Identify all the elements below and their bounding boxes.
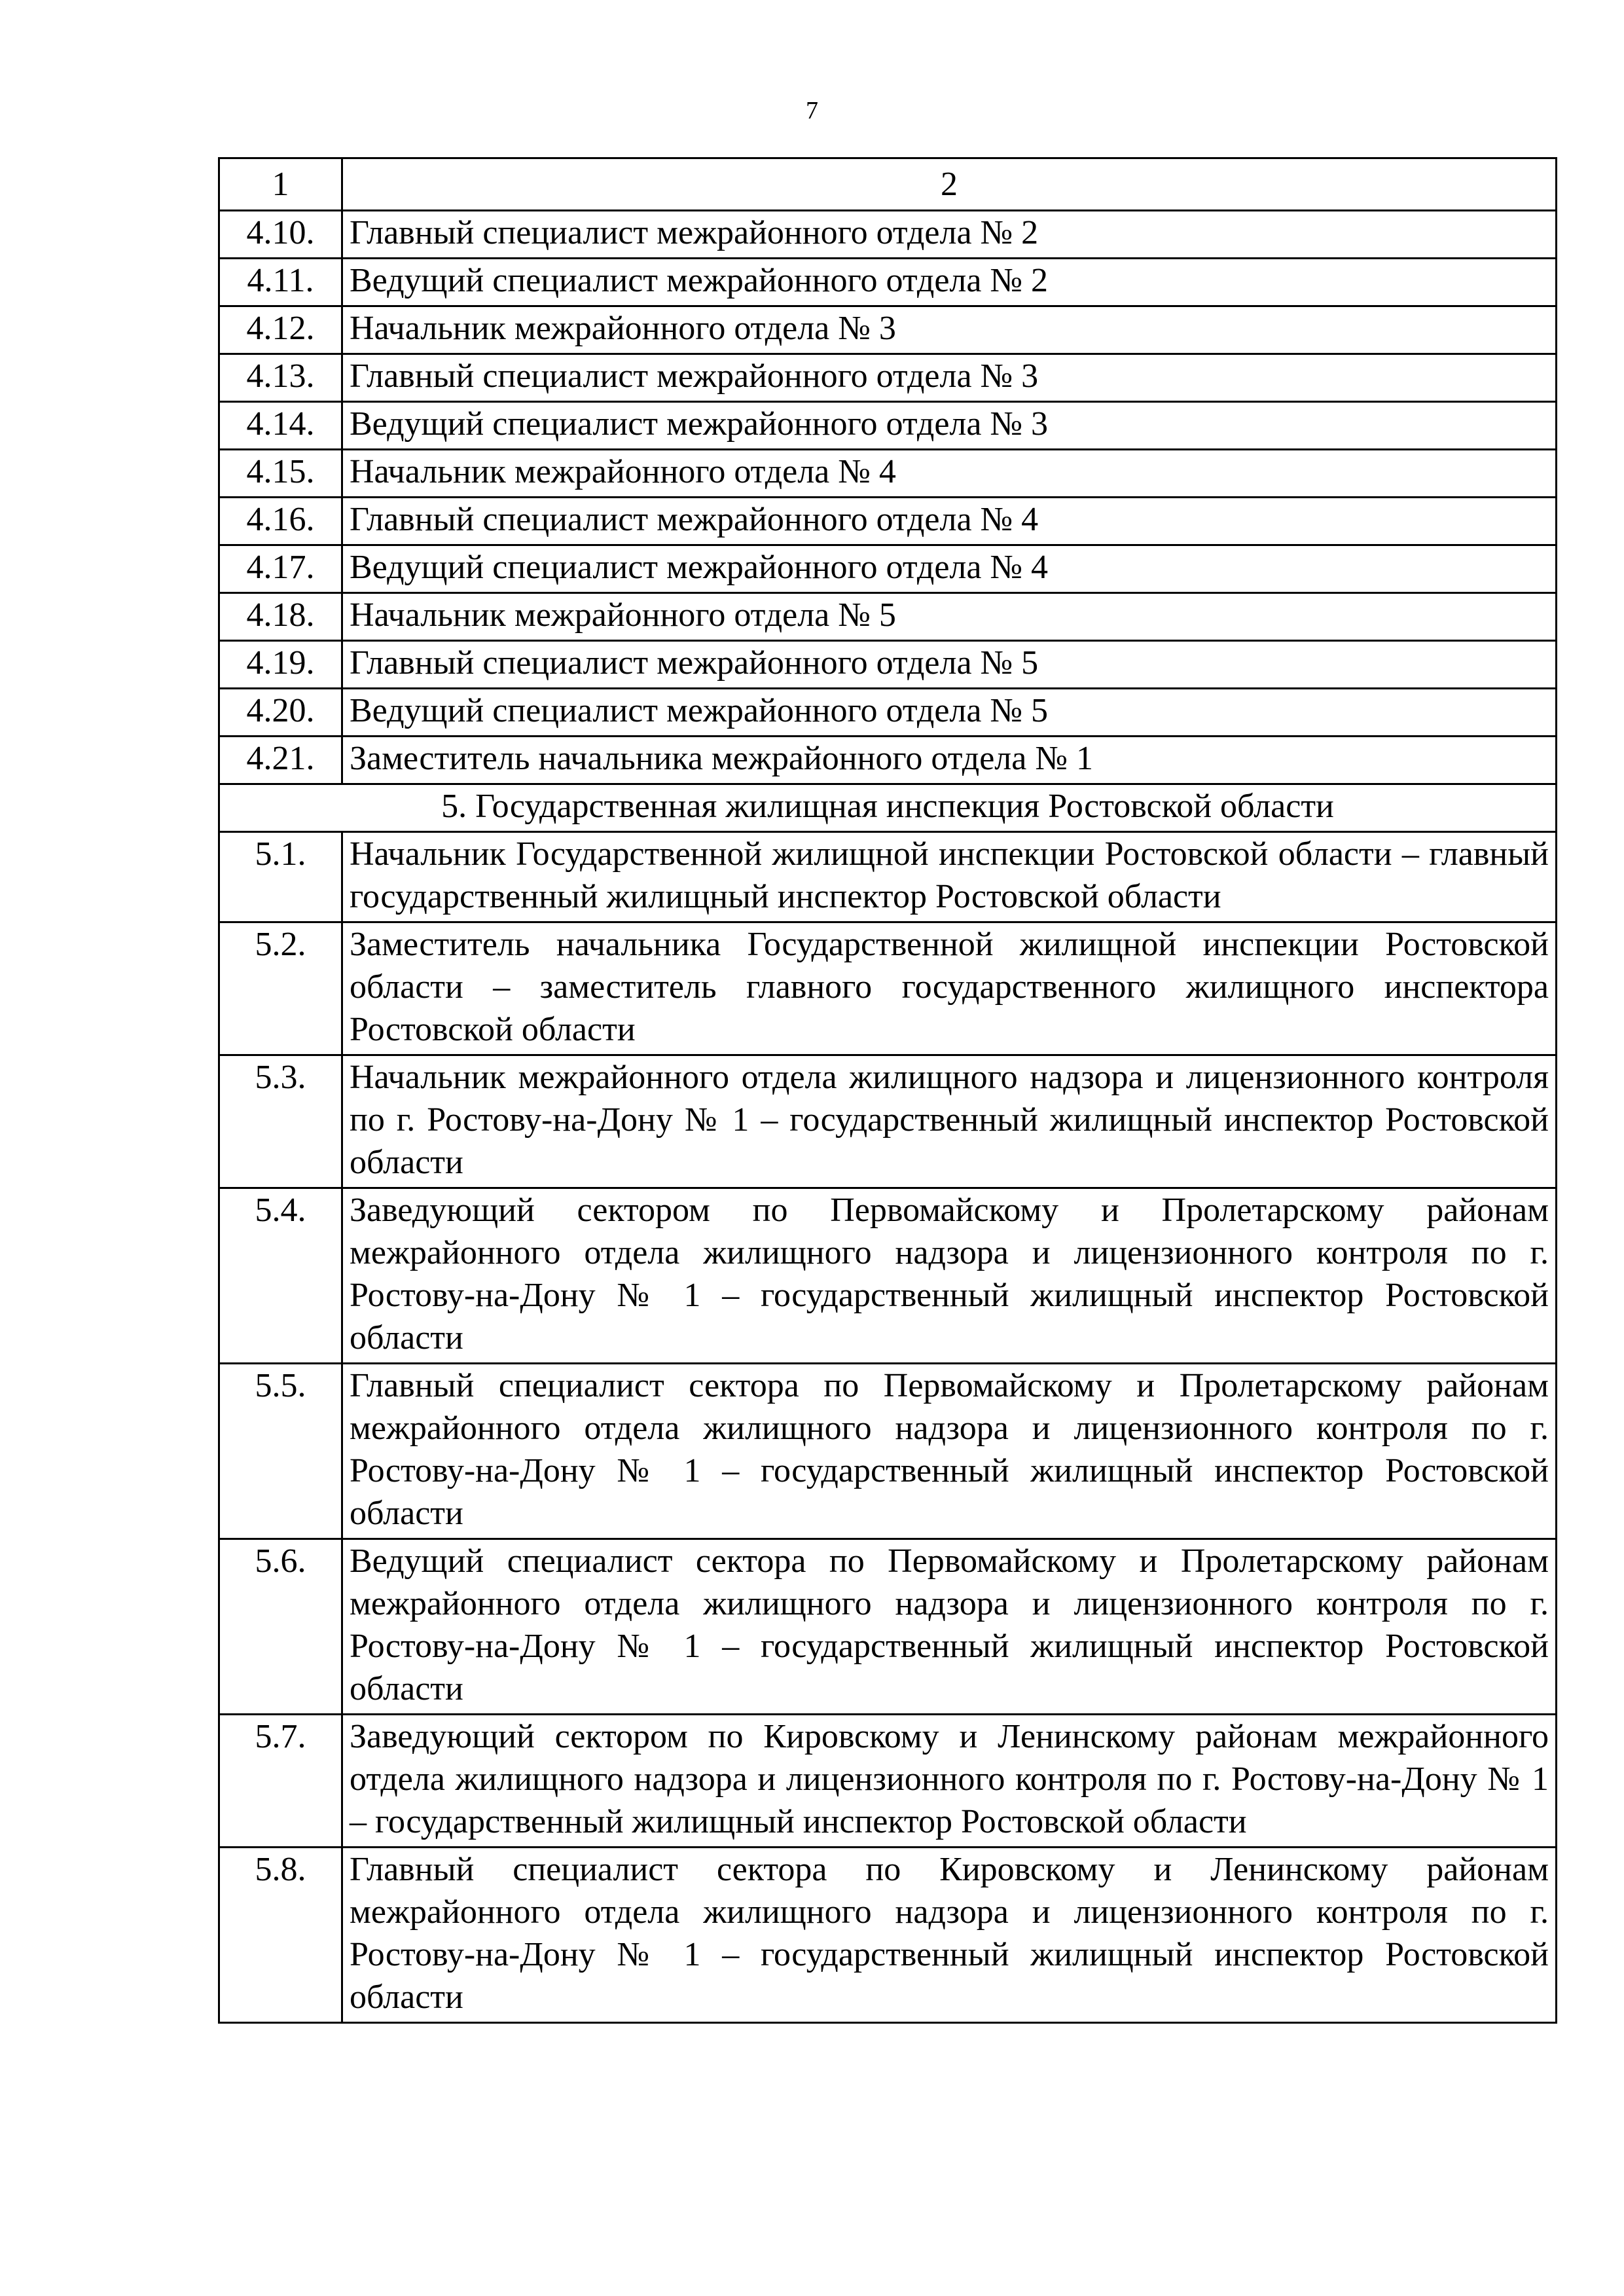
table-body — [219, 158, 1557, 2023]
table-row — [219, 1539, 1557, 1715]
row-number: 4.19. — [219, 641, 342, 689]
row-number: 4.20. — [219, 689, 342, 737]
table-row — [219, 1055, 1557, 1188]
table-row — [219, 402, 1557, 450]
row-number: 4.11. — [219, 259, 342, 306]
row-number: 5.3. — [219, 1055, 342, 1188]
table-row — [219, 832, 1557, 922]
row-number: 4.17. — [219, 545, 342, 593]
row-text: Главный специалист межрайонного отдела № 3 — [342, 354, 1557, 402]
row-text: Начальник межрайонного отдела № 5 — [342, 593, 1557, 641]
row-text: Начальник межрайонного отдела жилищного надзора и лицензионного контроля по г. Ростову-на-Дону № 1 – государственный жилищный инспектор Ростовской области — [342, 1055, 1557, 1188]
page-number: 7 — [806, 97, 818, 124]
table-row — [219, 450, 1557, 498]
row-text: Главный специалист межрайонного отдела № 5 — [342, 641, 1557, 689]
section-title: 5. Государственная жилищная инспекция Ростовской области — [219, 784, 1557, 832]
row-number: 4.12. — [219, 306, 342, 354]
row-text: Заведующий сектором по Кировскому и Ленинскому районам межрайонного отдела жилищного надзора и лицензионного контроля по г. Ростову-на-Дону № 1 – государственный жилищный инспектор Ростовской области — [342, 1715, 1557, 1848]
table-row — [219, 593, 1557, 641]
row-text: Ведущий специалист межрайонного отдела № 5 — [342, 689, 1557, 737]
row-number: 5.5. — [219, 1364, 342, 1539]
row-number: 4.13. — [219, 354, 342, 402]
section-row — [219, 784, 1557, 832]
row-number: 5.7. — [219, 1715, 342, 1848]
row-number: 5.8. — [219, 1848, 342, 2023]
row-text: Ведущий специалист межрайонного отдела № 4 — [342, 545, 1557, 593]
row-text: Главный специалист межрайонного отдела № 2 — [342, 211, 1557, 259]
row-text: Начальник Государственной жилищной инспекции Ростовской области – главный государственный жилищный инспектор Ростовской области — [342, 832, 1557, 922]
row-text: Главный специалист сектора по Первомайскому и Пролетарскому районам межрайонного отдела жилищного надзора и лицензионного контроля по г. Ростову-на-Дону № 1 – государственный жилищный инспектор Ростовской области — [342, 1364, 1557, 1539]
table-row — [219, 922, 1557, 1055]
table-row — [219, 211, 1557, 259]
table-row — [219, 354, 1557, 402]
header-cell-number: 1 — [219, 158, 342, 211]
row-text: Ведущий специалист межрайонного отдела № 3 — [342, 402, 1557, 450]
row-number: 5.1. — [219, 832, 342, 922]
header-cell-title: 2 — [342, 158, 1557, 211]
table-row — [219, 737, 1557, 784]
row-number: 5.4. — [219, 1188, 342, 1364]
table-row — [219, 498, 1557, 545]
row-number: 5.6. — [219, 1539, 342, 1715]
row-text: Начальник межрайонного отдела № 3 — [342, 306, 1557, 354]
row-number: 4.21. — [219, 737, 342, 784]
table-row — [219, 1364, 1557, 1539]
row-number: 4.16. — [219, 498, 342, 545]
table-row — [219, 1188, 1557, 1364]
row-number: 4.10. — [219, 211, 342, 259]
table-header-row — [219, 158, 1557, 211]
table-row — [219, 545, 1557, 593]
table-row — [219, 689, 1557, 737]
row-text: Заместитель начальника межрайонного отдела № 1 — [342, 737, 1557, 784]
positions-table — [218, 157, 1557, 2024]
table-row — [219, 1715, 1557, 1848]
row-text: Начальник межрайонного отдела № 4 — [342, 450, 1557, 498]
table-row — [219, 306, 1557, 354]
row-text: Главный специалист сектора по Кировскому и Ленинскому районам межрайонного отдела жилищного надзора и лицензионного контроля по г. Ростову-на-Дону № 1 – государственный жилищный инспектор Ростовской области — [342, 1848, 1557, 2023]
row-text: Заместитель начальника Государственной жилищной инспекции Ростовской области – заместитель главного государственного жилищного инспектора Ростовской области — [342, 922, 1557, 1055]
row-number: 5.2. — [219, 922, 342, 1055]
row-number: 4.14. — [219, 402, 342, 450]
table-row — [219, 1848, 1557, 2023]
row-text: Главный специалист межрайонного отдела № 4 — [342, 498, 1557, 545]
row-text: Заведующий сектором по Первомайскому и Пролетарскому районам межрайонного отдела жилищного надзора и лицензионного контроля по г. Ростову-на-Дону № 1 – государственный жилищный инспектор Ростовской области — [342, 1188, 1557, 1364]
row-text: Ведущий специалист межрайонного отдела № 2 — [342, 259, 1557, 306]
table-row — [219, 641, 1557, 689]
row-text: Ведущий специалист сектора по Первомайскому и Пролетарскому районам межрайонного отдела жилищного надзора и лицензионного контроля по г. Ростову-на-Дону № 1 – государственный жилищный инспектор Ростовской области — [342, 1539, 1557, 1715]
table-row — [219, 259, 1557, 306]
row-number: 4.15. — [219, 450, 342, 498]
row-number: 4.18. — [219, 593, 342, 641]
